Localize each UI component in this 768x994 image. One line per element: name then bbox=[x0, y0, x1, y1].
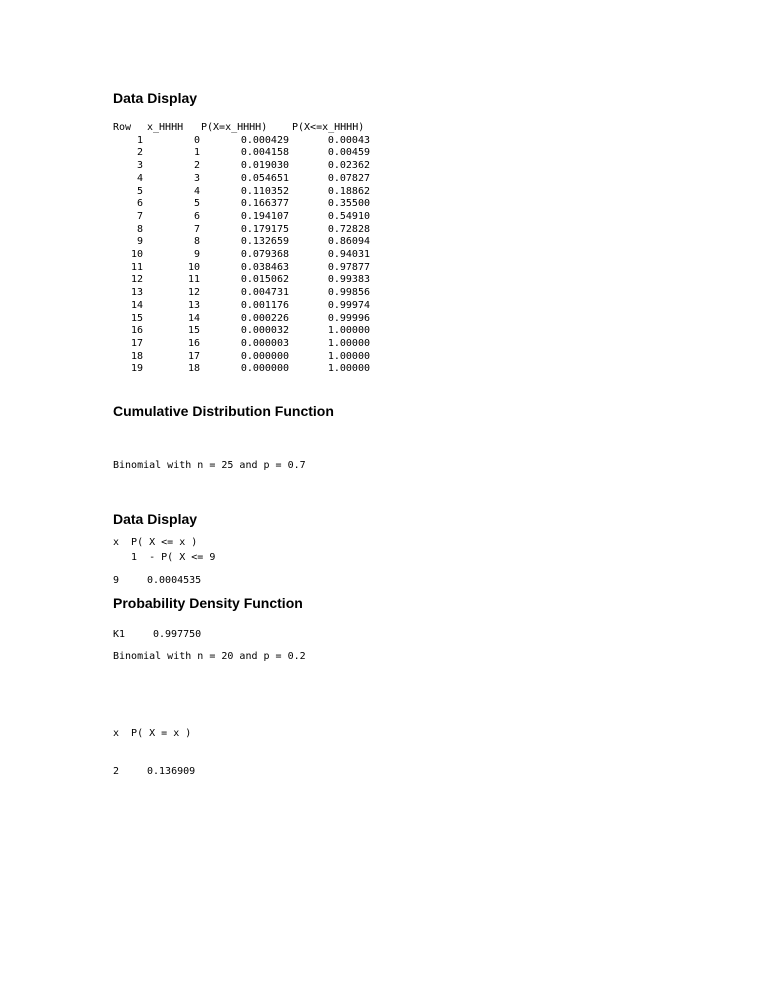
cdf-heading: Cumulative Distribution Function bbox=[113, 403, 334, 419]
pmf-value-cell: 0.000226 bbox=[240, 312, 289, 324]
cdf-value-cell: 0.00043 bbox=[327, 134, 370, 146]
cdf-value-cell: 0.97877 bbox=[327, 261, 370, 273]
cdf-value-cell: 1.00000 bbox=[327, 363, 370, 375]
pmf-value-cell: 0.000032 bbox=[240, 325, 289, 337]
row-number-cell: 18 bbox=[130, 350, 143, 362]
cdf-value-cell: 0.99856 bbox=[327, 287, 370, 299]
x-value-cell: 18 bbox=[187, 363, 200, 375]
row-number-cell: 8 bbox=[136, 223, 143, 235]
row-number-cell: 5 bbox=[136, 185, 143, 197]
table-row bbox=[113, 160, 370, 173]
cdf-value-cell: 0.99974 bbox=[327, 299, 370, 311]
pdf-heading: Probability Density Function bbox=[113, 595, 303, 611]
cdf-value-cell: 1.00000 bbox=[327, 350, 370, 362]
blank-line bbox=[113, 690, 306, 703]
cdf-value-cell: 0.02362 bbox=[327, 160, 370, 172]
table-row bbox=[113, 173, 370, 186]
pdf-output bbox=[113, 626, 306, 791]
table-row bbox=[113, 135, 370, 148]
row-number-cell: 4 bbox=[136, 172, 143, 184]
x-value-cell: 2 bbox=[193, 160, 200, 172]
pmf-value-cell: 0.004158 bbox=[240, 147, 289, 159]
k1-value: 0.997750 bbox=[153, 628, 202, 640]
row-number-cell: 16 bbox=[130, 325, 143, 337]
column-header-row: Row bbox=[113, 122, 132, 133]
pmf-value-cell: 0.166377 bbox=[240, 198, 289, 210]
pdf-result-header: x P( X = x ) bbox=[113, 727, 192, 739]
row-number-cell: 19 bbox=[130, 363, 143, 375]
x-value-cell: 4 bbox=[193, 185, 200, 197]
row-number-cell: 9 bbox=[136, 236, 143, 248]
cdf-value-cell: 1.00000 bbox=[327, 337, 370, 349]
cdf-value-cell: 0.99996 bbox=[327, 312, 370, 324]
pmf-value-cell: 0.038463 bbox=[240, 261, 289, 273]
table-row bbox=[113, 325, 370, 338]
table-row bbox=[113, 351, 370, 364]
pmf-value-cell: 0.000003 bbox=[240, 337, 289, 349]
table-row bbox=[113, 287, 370, 300]
x-value-cell: 6 bbox=[193, 210, 200, 222]
pmf-value-cell: 0.000429 bbox=[240, 134, 289, 146]
row-number-cell: 11 bbox=[130, 261, 143, 273]
pmf-value-cell: 0.132659 bbox=[240, 236, 289, 248]
row-number-cell: 14 bbox=[130, 299, 143, 311]
row-number-cell: 10 bbox=[130, 249, 143, 261]
pmf-value-cell: 0.004731 bbox=[240, 287, 289, 299]
pmf-value-cell: 0.015062 bbox=[240, 274, 289, 286]
row-number-cell: 2 bbox=[136, 147, 143, 159]
cdf-value-cell: 0.72828 bbox=[327, 223, 370, 235]
x-value-cell: 5 bbox=[193, 198, 200, 210]
x-value-cell: 16 bbox=[187, 337, 200, 349]
data-display-heading: Data Display bbox=[113, 90, 198, 106]
x-value-cell: 17 bbox=[187, 350, 200, 362]
x-value-cell: 11 bbox=[187, 274, 200, 286]
row-number-cell: 7 bbox=[136, 210, 143, 222]
cdf-value-cell: 0.35500 bbox=[327, 198, 370, 210]
data-display-table-body bbox=[113, 135, 370, 376]
pdf-description: Binomial with n = 20 and p = 0.2 bbox=[113, 651, 306, 663]
x-value-cell: 15 bbox=[187, 325, 200, 337]
cdf-value-cell: 0.94031 bbox=[327, 249, 370, 261]
table-row bbox=[113, 211, 370, 224]
pmf-value-cell: 0.019030 bbox=[240, 160, 289, 172]
column-header-cdf: P(X<=x_HHHH) bbox=[292, 122, 365, 133]
x-value-cell: 13 bbox=[187, 299, 200, 311]
x-value-cell: 12 bbox=[187, 287, 200, 299]
pmf-value-cell: 0.000000 bbox=[240, 363, 289, 375]
cdf-value-cell: 0.86094 bbox=[327, 236, 370, 248]
pmf-value-cell: 0.110352 bbox=[240, 185, 289, 197]
cdf-value-cell: 1.00000 bbox=[327, 325, 370, 337]
k1-label: K1 bbox=[113, 628, 126, 640]
pmf-value-cell: 0.079368 bbox=[240, 249, 289, 261]
cdf-value-cell: 0.54910 bbox=[327, 210, 370, 222]
x-value-cell: 1 bbox=[193, 147, 200, 159]
cdf-result-header: x P( X <= x ) bbox=[113, 536, 198, 548]
cdf-value-cell: 0.07827 bbox=[327, 172, 370, 184]
x-value-cell: 8 bbox=[193, 236, 200, 248]
x-value-cell: 14 bbox=[187, 312, 200, 324]
table-row bbox=[113, 236, 370, 249]
table-row bbox=[113, 249, 370, 262]
pmf-value-cell: 0.194107 bbox=[240, 210, 289, 222]
table-row bbox=[113, 313, 370, 326]
pmf-value-cell: 0.001176 bbox=[240, 299, 289, 311]
row-number-cell: 12 bbox=[130, 274, 143, 286]
x-value-cell: 3 bbox=[193, 172, 200, 184]
pdf-result-row bbox=[113, 766, 306, 779]
row-number-cell: 17 bbox=[130, 337, 143, 349]
row-number-cell: 13 bbox=[130, 287, 143, 299]
column-header-x: x_HHHH bbox=[147, 122, 184, 133]
cdf-x-value: 9 bbox=[113, 574, 120, 586]
row-number-cell: 6 bbox=[136, 198, 143, 210]
pdf-probability: 0.136909 bbox=[147, 765, 196, 777]
table-row bbox=[113, 147, 370, 160]
pmf-value-cell: 0.000000 bbox=[240, 350, 289, 362]
x-value-cell: 10 bbox=[187, 261, 200, 273]
table-row bbox=[113, 300, 370, 313]
row-number-cell: 15 bbox=[130, 312, 143, 324]
table-row bbox=[113, 224, 370, 237]
table-row bbox=[113, 262, 370, 275]
row-number-cell: 3 bbox=[136, 160, 143, 172]
cdf-probability: 0.0004535 bbox=[147, 574, 202, 586]
table-row bbox=[113, 363, 370, 376]
expression-line: 1 - P( X <= 9 bbox=[113, 552, 216, 564]
table-header-row bbox=[113, 122, 370, 135]
pdf-x-value: 2 bbox=[113, 765, 120, 777]
table-row bbox=[113, 198, 370, 211]
table-row bbox=[113, 186, 370, 199]
blank-line bbox=[113, 499, 306, 512]
cdf-value-cell: 0.99383 bbox=[327, 274, 370, 286]
column-header-pmf: P(X=x_HHHH) bbox=[201, 122, 268, 133]
cdf-description: Binomial with n = 25 and p = 0.7 bbox=[113, 460, 306, 472]
cdf-value-cell: 0.00459 bbox=[327, 147, 370, 159]
row-number-cell: 1 bbox=[136, 134, 143, 146]
x-value-cell: 7 bbox=[193, 223, 200, 235]
pmf-value-cell: 0.179175 bbox=[240, 223, 289, 235]
x-value-cell: 0 bbox=[193, 134, 200, 146]
pmf-value-cell: 0.054651 bbox=[240, 172, 289, 184]
table-row bbox=[113, 338, 370, 351]
data-display-2-heading: Data Display bbox=[113, 511, 198, 527]
cdf-value-cell: 0.18862 bbox=[327, 185, 370, 197]
data-display-table bbox=[113, 122, 370, 376]
table-row bbox=[113, 274, 370, 287]
x-value-cell: 9 bbox=[193, 249, 200, 261]
